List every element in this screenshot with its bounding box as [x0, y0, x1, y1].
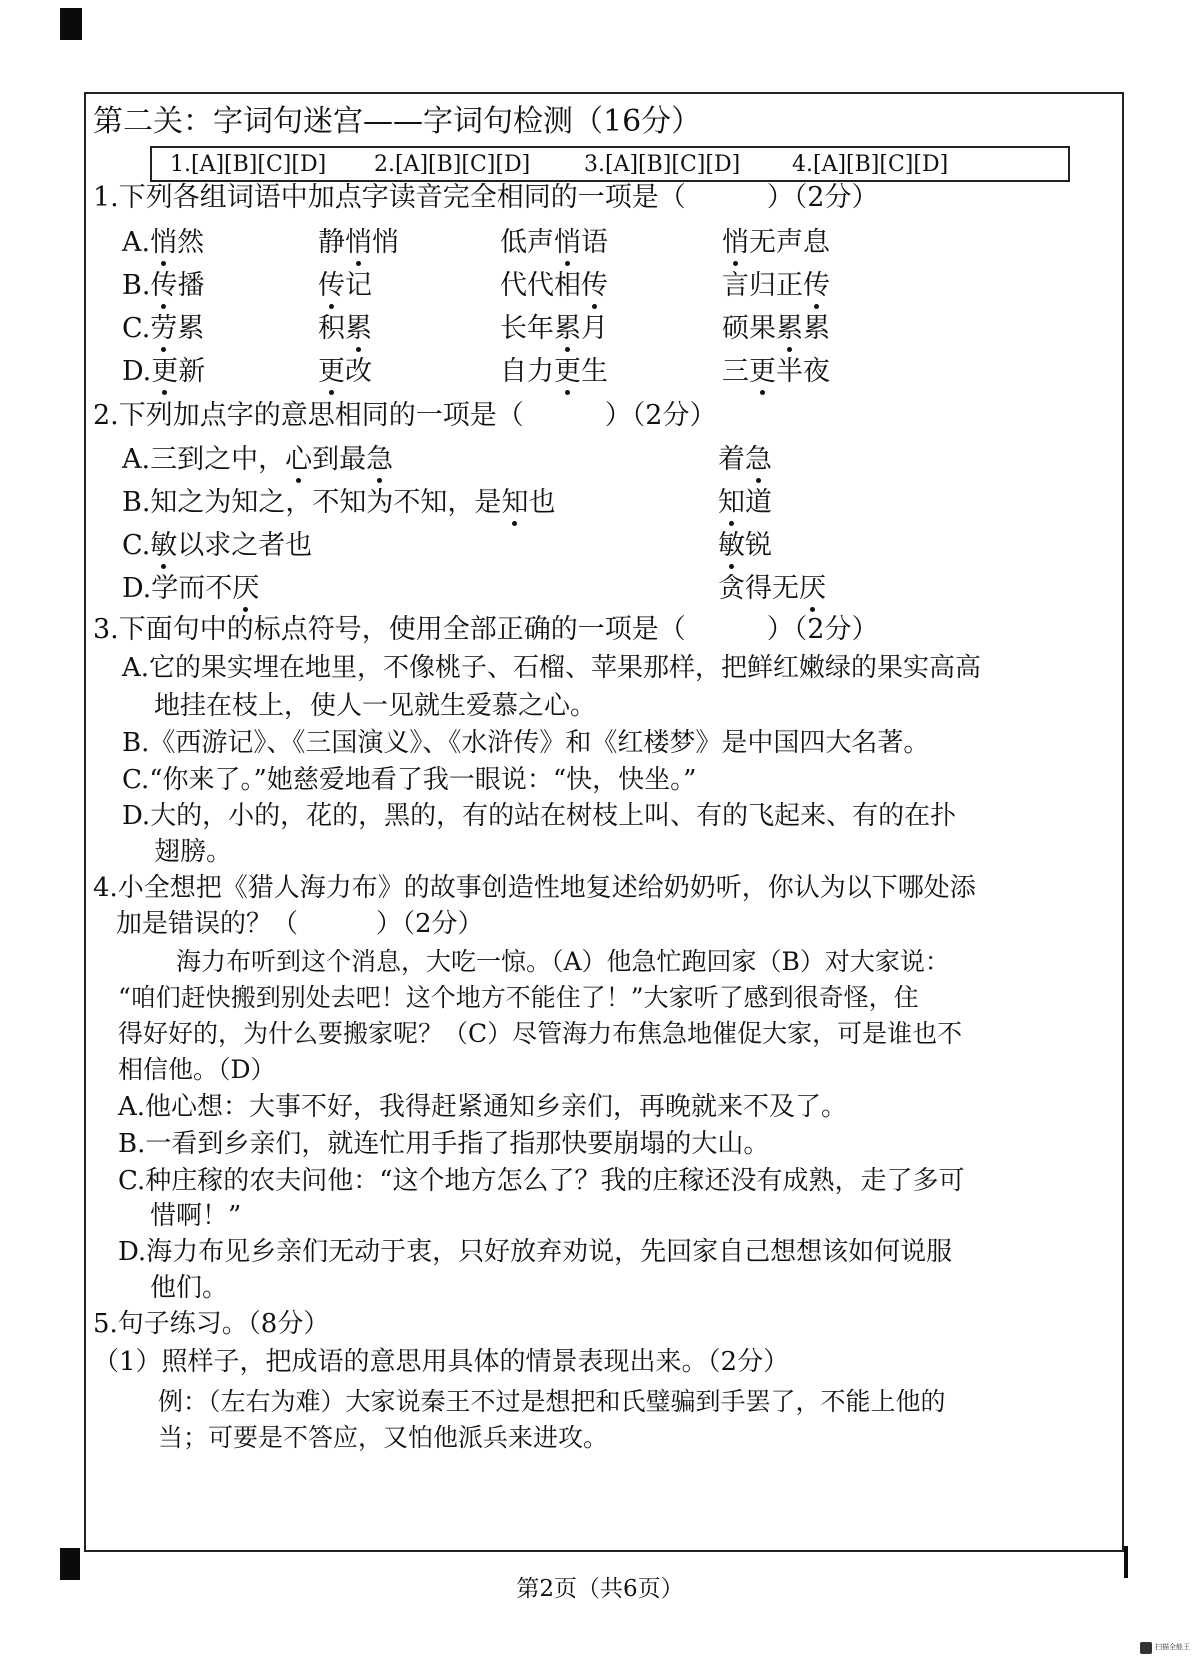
question-5-stem: 5.句子练习。（8分） [93, 1309, 330, 1339]
q5-example-cont: 当；可要是不答应，又怕他派兵来进攻。 [158, 1423, 609, 1452]
q3-option-a: A.它的果实埋在地里，不像桃子、石榴、苹果那样，把鲜红嫩绿的果实高高 [122, 653, 982, 683]
passage-line: 海力布听到这个消息，大吃一惊。（A）他急忙跑回家（B）对大家说： [176, 947, 950, 976]
q4-option-c-cont: 惜啊！” [150, 1201, 242, 1231]
q3-option-d: D.大的，小的，花的，黑的，有的站在树枝上叫、有的飞起来、有的在扑 [122, 801, 957, 831]
q3-option-d-cont: 翅膀。 [154, 837, 233, 867]
corner-marker [60, 8, 82, 40]
q4-option-d: D.海力布见乡亲们无动于衷，只好放弃劝说，先回家自己想想该如何说服 [118, 1237, 953, 1267]
question-1-stem: 1.下列各组词语中加点字读音完全相同的一项是（ ）（2分） [93, 182, 879, 213]
question-4-stem: 4.小全想把《猎人海力布》的故事创造性地复述给奶奶听，你认为以下哪处添 [93, 873, 976, 903]
q4-option-d-cont: 他们。 [150, 1273, 229, 1303]
passage-line: “咱们赶快搬到别处去吧！这个地方不能住了！”大家听了感到很奇怪，住 [118, 983, 919, 1012]
q5-subquestion-1: （1）照样子，把成语的意思用具体的情景表现出来。（2分） [93, 1347, 790, 1377]
q4-option-b: B.一看到乡亲们，就连忙用手指了指那快要崩塌的大山。 [118, 1129, 770, 1159]
answer-sheet [150, 146, 1070, 182]
scanner-icon [1140, 1642, 1152, 1654]
answer-cell: 3.[A][B][C][D] [584, 152, 741, 177]
answer-cell: 4.[A][B][C][D] [792, 152, 949, 177]
question-3-stem: 3.下面句中的标点符号，使用全部正确的一项是（ ）（2分） [93, 614, 879, 645]
q3-option-b: B.《西游记》、《三国演义》、《水浒传》和《红楼梦》是中国四大名著。 [122, 728, 930, 758]
q3-option-c: C.“你来了。”她慈爱地看了我一眼说：“快，快坐。” [122, 765, 697, 795]
passage-line: 得好好的，为什么要搬家呢？（C）尽管海力布焦急地催促大家，可是谁也不 [118, 1019, 963, 1048]
question-2-stem: 2.下列加点字的意思相同的一项是（ ）（2分） [93, 400, 717, 431]
question-4-stem-cont: 加是错误的？（ ）（2分） [116, 909, 484, 939]
page-number: 第2页（共6页） [516, 1576, 684, 1602]
passage-line: 相信他。（D） [118, 1055, 276, 1084]
answer-cell: 1.[A][B][C][D] [170, 152, 327, 177]
q4-option-c: C.种庄稼的农夫问他：“这个地方怎么了？我的庄稼还没有成熟，走了多可 [118, 1166, 965, 1196]
q5-example: 例：（左右为难）大家说秦王不过是想把和氏璧骗到手罢了，不能上他的 [158, 1387, 946, 1416]
section-title: 第二关：字词句迷宫——字词句检测（16分） [93, 104, 702, 139]
scanner-label: 扫描全能王 [1155, 1643, 1190, 1651]
q4-option-a: A.他心想：大事不好，我得赶紧通知乡亲们，再晚就来不及了。 [118, 1092, 848, 1122]
answer-cell: 2.[A][B][C][D] [374, 152, 531, 177]
q3-option-a-cont: 地挂在枝上，使人一见就生爱慕之心。 [154, 691, 597, 721]
scanner-badge [1140, 1640, 1196, 1660]
